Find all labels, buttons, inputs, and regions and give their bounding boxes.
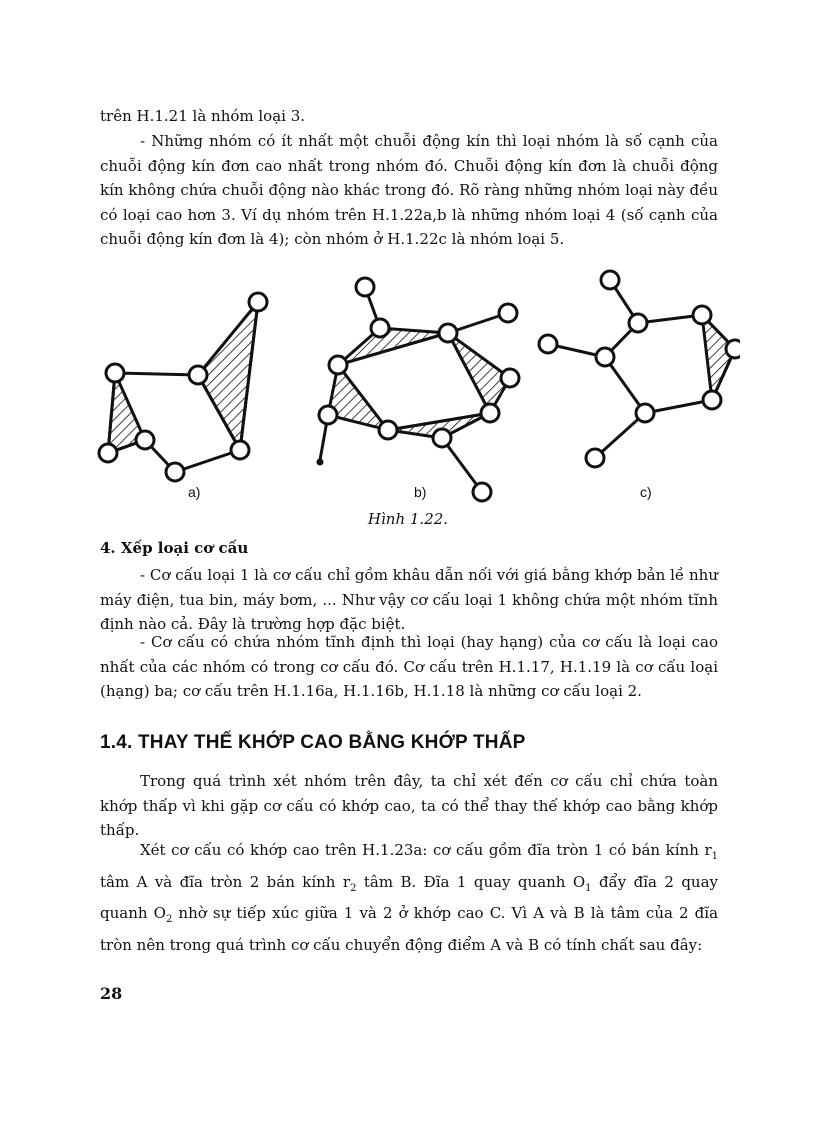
figure-a-diagram (99, 293, 267, 481)
figure-c-diagram (539, 271, 740, 467)
section-4-paragraph-2: - Cơ cấu có chứa nhóm tĩnh định thì loại (hay hạng) của cơ cấu là loại cao nhất của các nhóm có trong cơ cấu đó. Cơ cấu trên H.1.17, H.1.19 là cơ cấu loại (hạng) ba; cơ cấu trên H.1.16a, H.1.16b, H.1.18 là những cơ cấu loại 2. (100, 633, 718, 700)
figure-label-c: c) (640, 484, 652, 500)
figure-1-22 (90, 265, 740, 510)
intro-paragraph: - Những nhóm có ít nhất một chuỗi động kín thì loại nhóm là số cạnh của chuỗi động kín đơn cao nhất trong nhóm đó. Chuỗi động kín đơn là chuỗi động kín không chứa chuỗi động nào khác trong đó. Rõ ràng những nhóm loại này đều có loại cao hơn 3. Ví dụ nhóm trên H.1.22a,b là những nhóm loại 4 (số cạnh của chuỗi động kín đơn là 4); còn nhóm ở H.1.22c là nhóm loại 5. (100, 132, 718, 248)
section-1-4-title: 1.4. THAY THẾ KHỚP CAO BẰNG KHỚP THẤP (100, 732, 526, 753)
intro-line: trên H.1.21 là nhóm loại 3. (100, 107, 306, 125)
page-number: 28 (100, 984, 123, 1003)
figure-label-a: a) (188, 484, 201, 500)
section-1-4-paragraph-1: Trong quá trình xét nhóm trên đây, ta chỉ xét đến cơ cấu chỉ chứa toàn khớp thấp vì khi gặp cơ cấu có khớp cao, ta có thể thay thế khớp cao bằng khớp thấp. (100, 772, 718, 839)
section-4-heading: 4. Xếp loại cơ cấu (100, 539, 249, 557)
figure-label-b: b) (414, 484, 427, 500)
figure-b-diagram (318, 278, 519, 501)
section-1-4-paragraph-2: Xét cơ cấu có khớp cao trên H.1.23a: cơ cấu gồm đĩa tròn 1 có bán kính $r_1$ tâm A và đĩa tròn 2 bán kính $r_2$ tâm B. Đĩa 1 quay quanh $O_1$ đẩy đĩa 2 quay quanh $O_2$ nhờ sự tiếp xúc giữa 1 và 2 ở khớp cao C. Vì A và B là tâm của 2 đĩa tròn nên trong quá trình cơ cấu chuyển động điểm A và B có tính chất sau đây: (100, 841, 719, 954)
section-4-paragraph-1: - Cơ cấu loại 1 là cơ cấu chỉ gồm khâu dẫn nối với giá bằng khớp bản lề như máy điện, tua bin, máy bơm, ... Như vậy cơ cấu loại 1 không chứa một nhóm tĩnh định nào cả. Đây là trường hợp đặc biệt. (100, 566, 718, 633)
figure-caption: Hình 1.22. (367, 510, 449, 528)
